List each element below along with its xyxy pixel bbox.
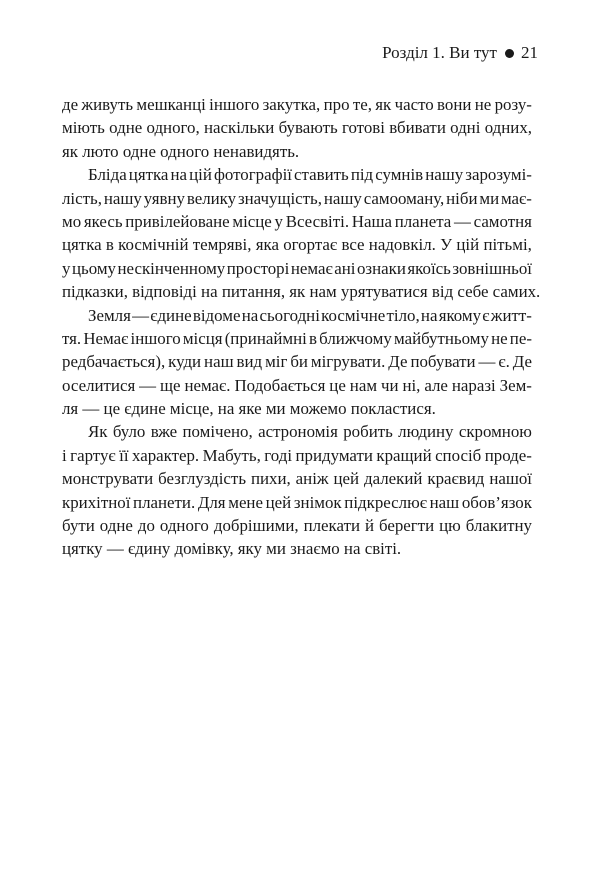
text-line: тя. Немає іншого місця (принаймні в ближчому майбутньому не пе- — [62, 328, 532, 348]
page-number: 21 — [521, 43, 538, 62]
text-line: Бліда цятка на цій фотографії ставить під сумнів нашу зарозумі- — [88, 165, 532, 185]
text-line: ля — це єдине місце, на яке ми можемо покластися. — [62, 399, 436, 419]
chapter-title: Розділ 1. Ви тут — [382, 43, 497, 62]
paragraph — [62, 93, 532, 163]
text-line: крихітної планети. Для мене цей знімок підкреслює наш обов’язок — [62, 492, 532, 512]
text-line: монструвати безглуздість пихи, аніж цей далекий краєвид нашої — [62, 469, 532, 489]
text-line: лість, нашу уявну велику значущість, нашу самооману, ніби ми має- — [62, 188, 532, 208]
paragraph — [62, 420, 532, 560]
text-line: цятку — єдину домівку, яку ми знаємо на світі. — [62, 539, 402, 559]
text-line: Як було вже помічено, астрономія робить людину скромною — [88, 422, 532, 442]
text-line: цятка в космічній темряві, яка огортає все надовкіл. У цій пітьмі, — [62, 235, 532, 255]
text-line: бути одне до одного добрішими, плекати й берегти цю блакитну — [62, 516, 532, 536]
running-header — [382, 42, 538, 64]
paragraph — [62, 304, 532, 421]
text-line: і гартує її характер. Мабуть, годі придумати кращий спосіб проде- — [62, 445, 532, 465]
text-line: підказки, відповіді на питання, як нам урятуватися від себе самих. — [62, 282, 541, 302]
body-text — [62, 93, 541, 561]
text-line: оселитися — ще немає. Подобається це нам чи ні, але наразі Зем- — [62, 375, 532, 395]
text-line: редбачається), куди наш вид міг би мігрувати. Де побувати — є. Де — [62, 352, 532, 372]
paragraph — [62, 163, 541, 303]
text-line: як люто одне одного ненавидять. — [62, 141, 300, 161]
text-line: мо якесь привілейоване місце у Всесвіті. Наша планета — самотня — [62, 211, 532, 231]
text-line: де живуть мешканці іншого закутка, про те, як часто вони не розу- — [62, 95, 532, 114]
text-line: міють одне одного, наскільки бувають готові вбивати одні одних, — [62, 118, 532, 138]
text-line: Земля — єдине відоме на сьогодні космічне тіло, на якому є житт- — [88, 305, 532, 325]
text-line: у цьому нескінченному просторі немає ані ознаки якоїсь зовнішньої — [62, 258, 532, 278]
bullet-separator-icon — [505, 49, 514, 58]
